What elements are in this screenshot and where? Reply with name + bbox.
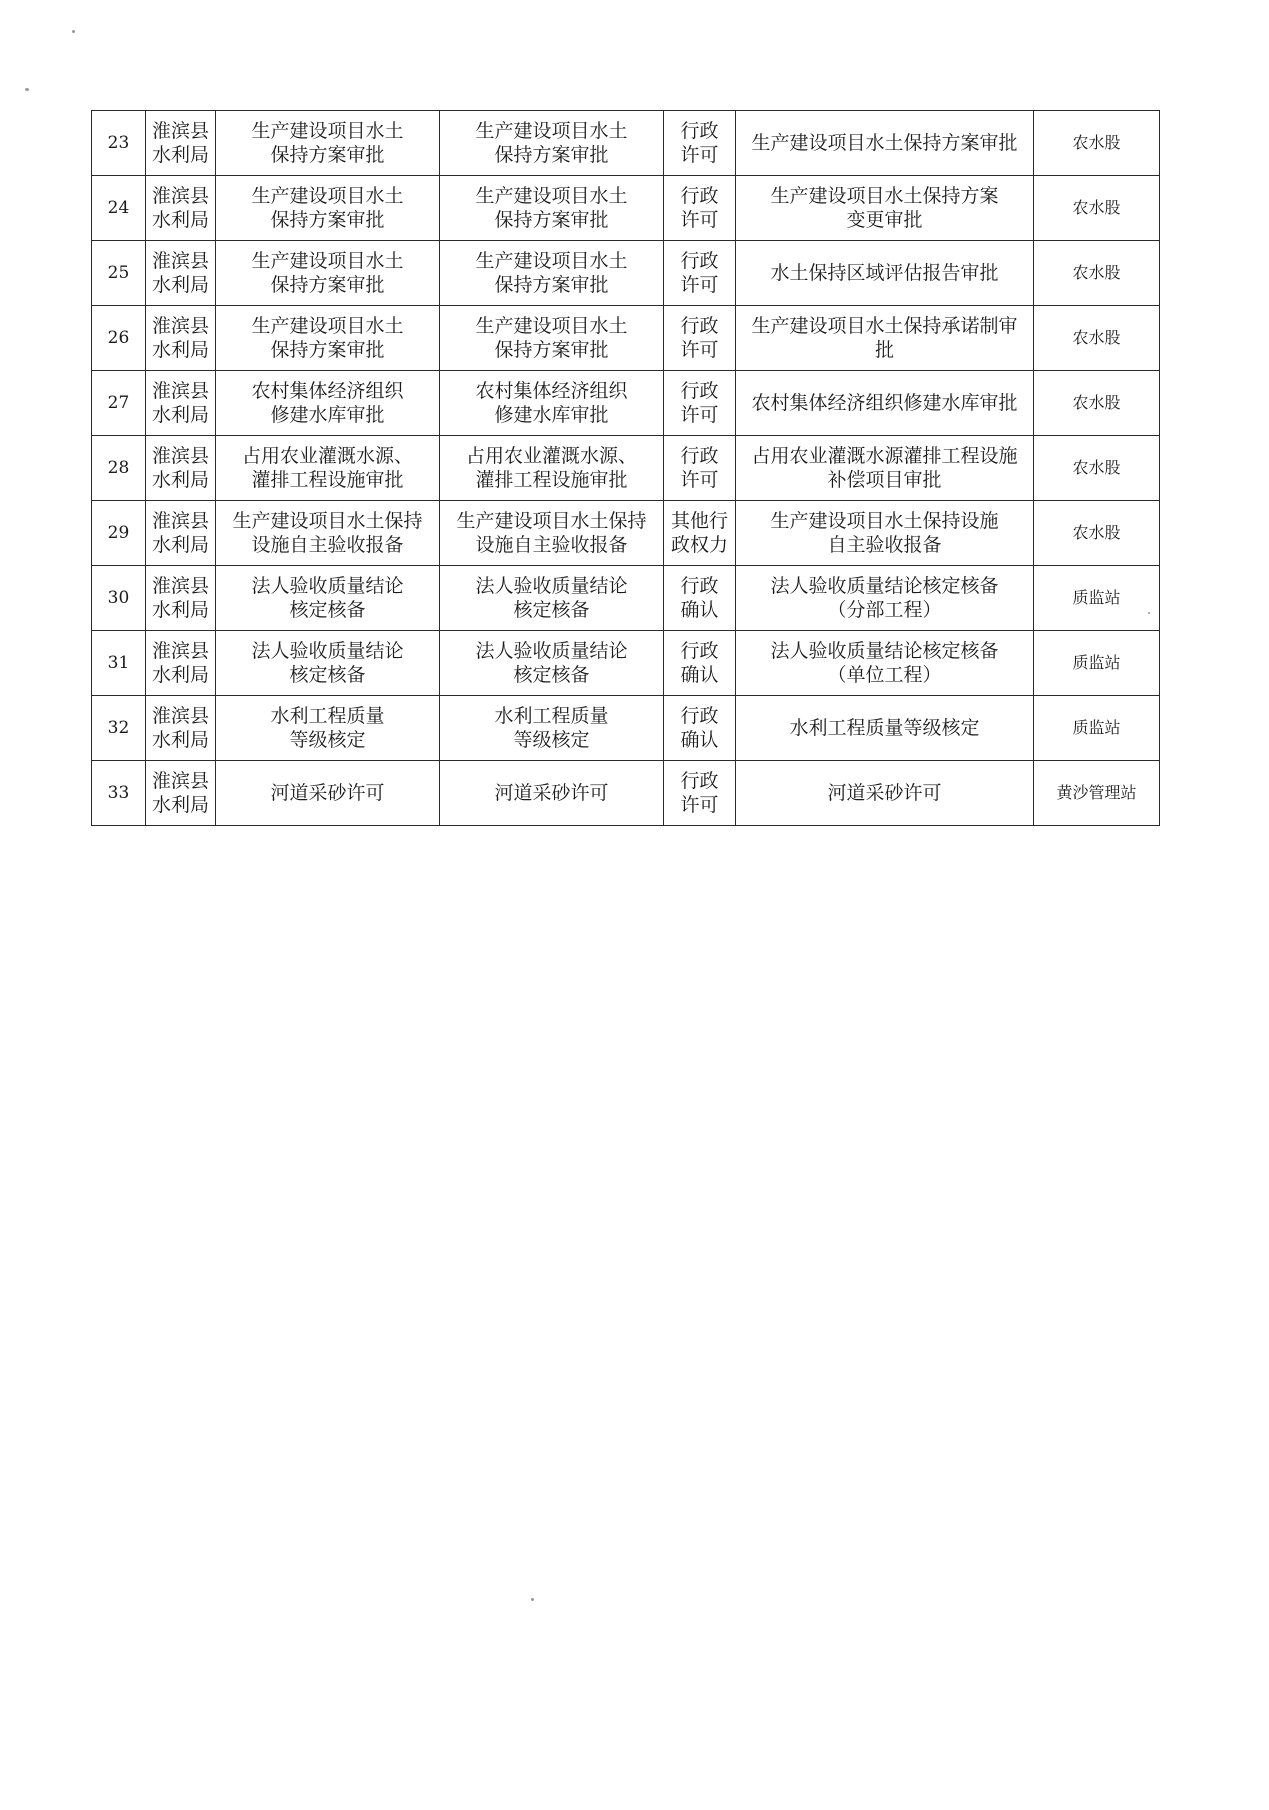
row-organization: 淮滨县 水利局 — [146, 176, 216, 241]
row-number: 29 — [92, 501, 146, 566]
row-main-item: 河道采砂许可 — [216, 761, 440, 826]
table-row — [92, 501, 1160, 566]
row-power-type: 其他行 政权力 — [664, 501, 736, 566]
table-row — [92, 241, 1160, 306]
row-main-item: 法人验收质量结论 核定核备 — [216, 566, 440, 631]
row-department: 农水股 — [1034, 176, 1160, 241]
row-sub-item: 农村集体经济组织 修建水库审批 — [440, 371, 664, 436]
row-organization: 淮滨县 水利局 — [146, 566, 216, 631]
row-item-name: 水土保持区域评估报告审批 — [736, 241, 1034, 306]
row-organization: 淮滨县 水利局 — [146, 501, 216, 566]
table-row — [92, 436, 1160, 501]
row-organization: 淮滨县 水利局 — [146, 631, 216, 696]
row-item-name: 水利工程质量等级核定 — [736, 696, 1034, 761]
row-main-item: 生产建设项目水土保持 设施自主验收报备 — [216, 501, 440, 566]
row-main-item: 生产建设项目水土 保持方案审批 — [216, 241, 440, 306]
row-item-name: 法人验收质量结论核定核备 （分部工程） — [736, 566, 1034, 631]
scan-speck — [72, 30, 75, 33]
row-main-item: 水利工程质量 等级核定 — [216, 696, 440, 761]
row-number: 33 — [92, 761, 146, 826]
row-department: 农水股 — [1034, 306, 1160, 371]
row-power-type: 行政 许可 — [664, 306, 736, 371]
row-main-item: 占用农业灌溉水源、 灌排工程设施审批 — [216, 436, 440, 501]
row-power-type: 行政 许可 — [664, 111, 736, 176]
row-sub-item: 生产建设项目水土 保持方案审批 — [440, 111, 664, 176]
row-number: 26 — [92, 306, 146, 371]
row-power-type: 行政 确认 — [664, 631, 736, 696]
table-row — [92, 566, 1160, 631]
row-number: 28 — [92, 436, 146, 501]
row-number: 23 — [92, 111, 146, 176]
table-row — [92, 371, 1160, 436]
row-department: 质监站 — [1034, 566, 1160, 631]
row-sub-item: 生产建设项目水土 保持方案审批 — [440, 176, 664, 241]
table-row — [92, 111, 1160, 176]
row-department: 农水股 — [1034, 371, 1160, 436]
row-main-item: 生产建设项目水土 保持方案审批 — [216, 111, 440, 176]
row-organization: 淮滨县 水利局 — [146, 371, 216, 436]
power-list-table — [91, 110, 1160, 826]
row-sub-item: 生产建设项目水土 保持方案审批 — [440, 306, 664, 371]
row-power-type: 行政 许可 — [664, 241, 736, 306]
row-power-type: 行政 许可 — [664, 436, 736, 501]
row-power-type: 行政 确认 — [664, 566, 736, 631]
row-number: 30 — [92, 566, 146, 631]
row-organization: 淮滨县 水利局 — [146, 696, 216, 761]
row-department: 农水股 — [1034, 501, 1160, 566]
row-power-type: 行政 许可 — [664, 761, 736, 826]
row-power-type: 行政 许可 — [664, 176, 736, 241]
row-department: 质监站 — [1034, 631, 1160, 696]
row-sub-item: 生产建设项目水土保持 设施自主验收报备 — [440, 501, 664, 566]
row-sub-item: 法人验收质量结论 核定核备 — [440, 566, 664, 631]
row-power-type: 行政 确认 — [664, 696, 736, 761]
row-main-item: 农村集体经济组织 修建水库审批 — [216, 371, 440, 436]
row-sub-item: 法人验收质量结论 核定核备 — [440, 631, 664, 696]
row-item-name: 生产建设项目水土保持设施 自主验收报备 — [736, 501, 1034, 566]
scan-speck — [25, 88, 29, 91]
row-organization: 淮滨县 水利局 — [146, 306, 216, 371]
row-item-name: 河道采砂许可 — [736, 761, 1034, 826]
table-row — [92, 176, 1160, 241]
row-number: 27 — [92, 371, 146, 436]
row-organization: 淮滨县 水利局 — [146, 111, 216, 176]
row-sub-item: 生产建设项目水土 保持方案审批 — [440, 241, 664, 306]
table-row — [92, 761, 1160, 826]
row-item-name: 法人验收质量结论核定核备 （单位工程） — [736, 631, 1034, 696]
row-item-name: 生产建设项目水土保持承诺制审 批 — [736, 306, 1034, 371]
row-item-name: 占用农业灌溉水源灌排工程设施 补偿项目审批 — [736, 436, 1034, 501]
row-department: 农水股 — [1034, 436, 1160, 501]
row-sub-item: 河道采砂许可 — [440, 761, 664, 826]
row-main-item: 法人验收质量结论 核定核备 — [216, 631, 440, 696]
row-organization: 淮滨县 水利局 — [146, 241, 216, 306]
row-power-type: 行政 许可 — [664, 371, 736, 436]
row-item-name: 生产建设项目水土保持方案 变更审批 — [736, 176, 1034, 241]
row-main-item: 生产建设项目水土 保持方案审批 — [216, 306, 440, 371]
table-row — [92, 306, 1160, 371]
row-department: 黄沙管理站 — [1034, 761, 1160, 826]
row-department: 农水股 — [1034, 111, 1160, 176]
row-main-item: 生产建设项目水土 保持方案审批 — [216, 176, 440, 241]
row-number: 24 — [92, 176, 146, 241]
row-number: 31 — [92, 631, 146, 696]
table-row — [92, 696, 1160, 761]
scan-speck — [1148, 612, 1150, 614]
row-number: 32 — [92, 696, 146, 761]
table-row — [92, 631, 1160, 696]
row-number: 25 — [92, 241, 146, 306]
row-sub-item: 水利工程质量 等级核定 — [440, 696, 664, 761]
row-item-name: 生产建设项目水土保持方案审批 — [736, 111, 1034, 176]
row-item-name: 农村集体经济组织修建水库审批 — [736, 371, 1034, 436]
row-sub-item: 占用农业灌溉水源、 灌排工程设施审批 — [440, 436, 664, 501]
scan-speck — [531, 1598, 534, 1601]
row-organization: 淮滨县 水利局 — [146, 761, 216, 826]
row-department: 农水股 — [1034, 241, 1160, 306]
table-body — [92, 111, 1160, 826]
row-organization: 淮滨县 水利局 — [146, 436, 216, 501]
row-department: 质监站 — [1034, 696, 1160, 761]
